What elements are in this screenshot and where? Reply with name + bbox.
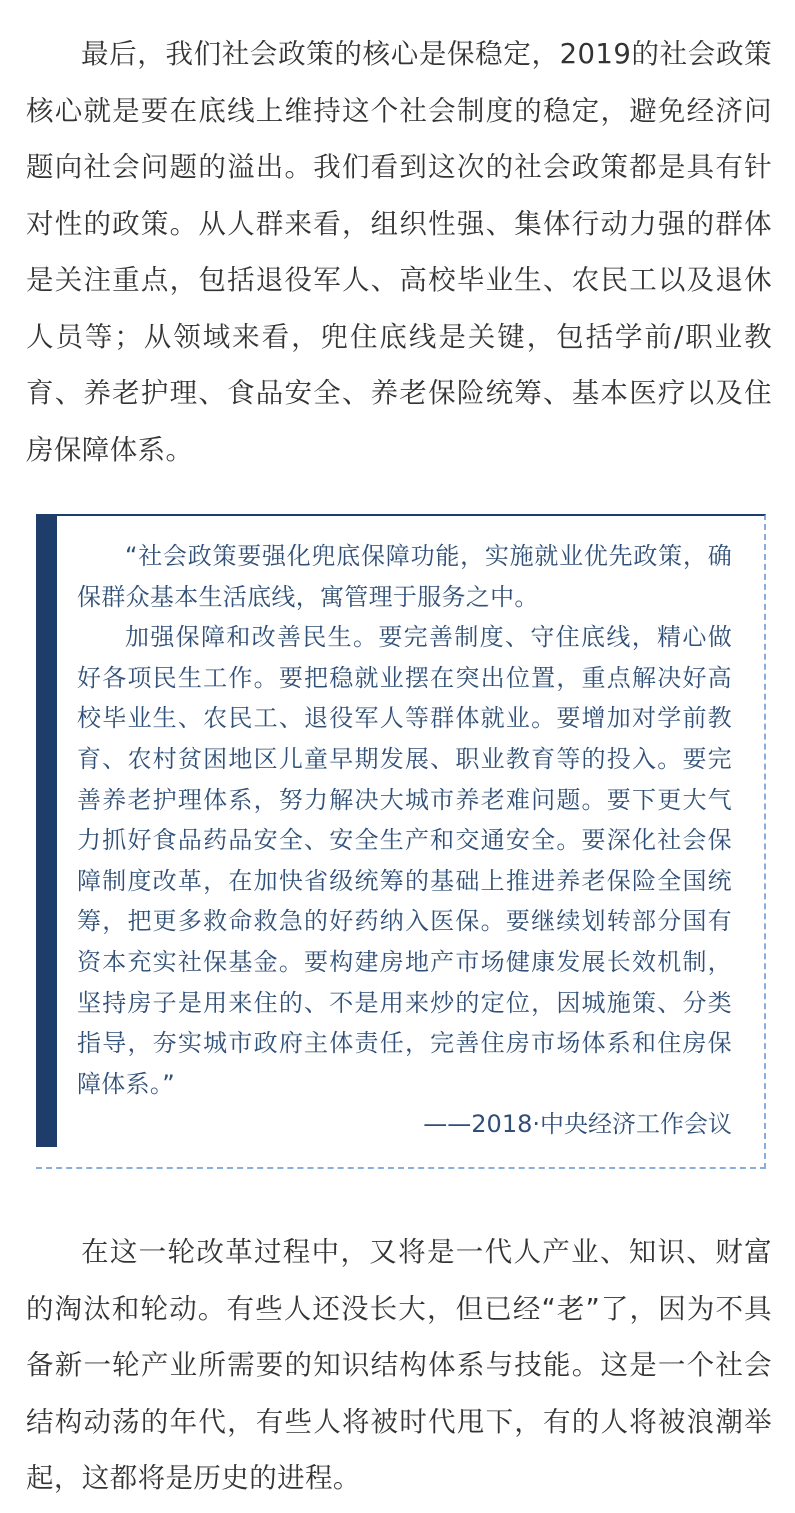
quote-body bbox=[77, 536, 732, 1145]
quote-accent-bar bbox=[36, 516, 57, 1147]
quote-paragraph-2: 加强保障和改善民生。要完善制度、守住底线，精心做好各项民生工作。要把稳就业摆在突出位置，重点解决好高校毕业生、农民工、退役军人等群体就业。要增加对学前教育、农村贫困地区儿童早期发展、职业教育等的投入。要完善养老护理体系，努力解决大城市养老难问题。要下更大气力抓好食品药品安全、安全生产和交通安全。要深化社会保障制度改革，在加快省级统筹的基础上推进养老保险全国统筹，把更多救命救急的好药纳入医保。要继续划转部分国有资本充实社保基金。要构建房地产市场健康发展长效机制，坚持房子是用来住的、不是用来炒的定位，因城施策、分类指导，夯实城市政府主体责任，完善住房市场体系和住房保障体系。” bbox=[77, 623, 732, 1098]
quote-source: ——2018·中央经济工作会议 bbox=[423, 1110, 732, 1139]
closing-paragraph: 在这一轮改革过程中，又将是一代人产业、知识、财富的淘汰和轮动。有些人还没长大，但已经“老”了，因为不具备新一轮产业所需要的知识结构体系与技能。这是一个社会结构动荡的年代，有些人将被时代甩下，有的人将被浪潮举起，这都将是历史的进程。 bbox=[26, 1236, 772, 1494]
intro-paragraph: 最后，我们社会政策的核心是保稳定，2019的社会政策核心就是要在底线上维持这个社会制度的稳定，避免经济问题向社会问题的溢出。我们看到这次的社会政策都是具有针对性的政策。从人群来看，组织性强、集体行动力强的群体是关注重点，包括退役军人、高校毕业生、农民工以及退休人员等；从领域来看，兜住底线是关键，包括学前/职业教育、养老护理、食品安全、养老保险统筹、基本医疗以及住房保障体系。 bbox=[26, 38, 772, 466]
quote-block bbox=[36, 514, 766, 1169]
quote-paragraph-1: “社会政策要强化兜底保障功能，实施就业优先政策，确保群众基本生活底线，寓管理于服务之中。 bbox=[77, 542, 732, 611]
